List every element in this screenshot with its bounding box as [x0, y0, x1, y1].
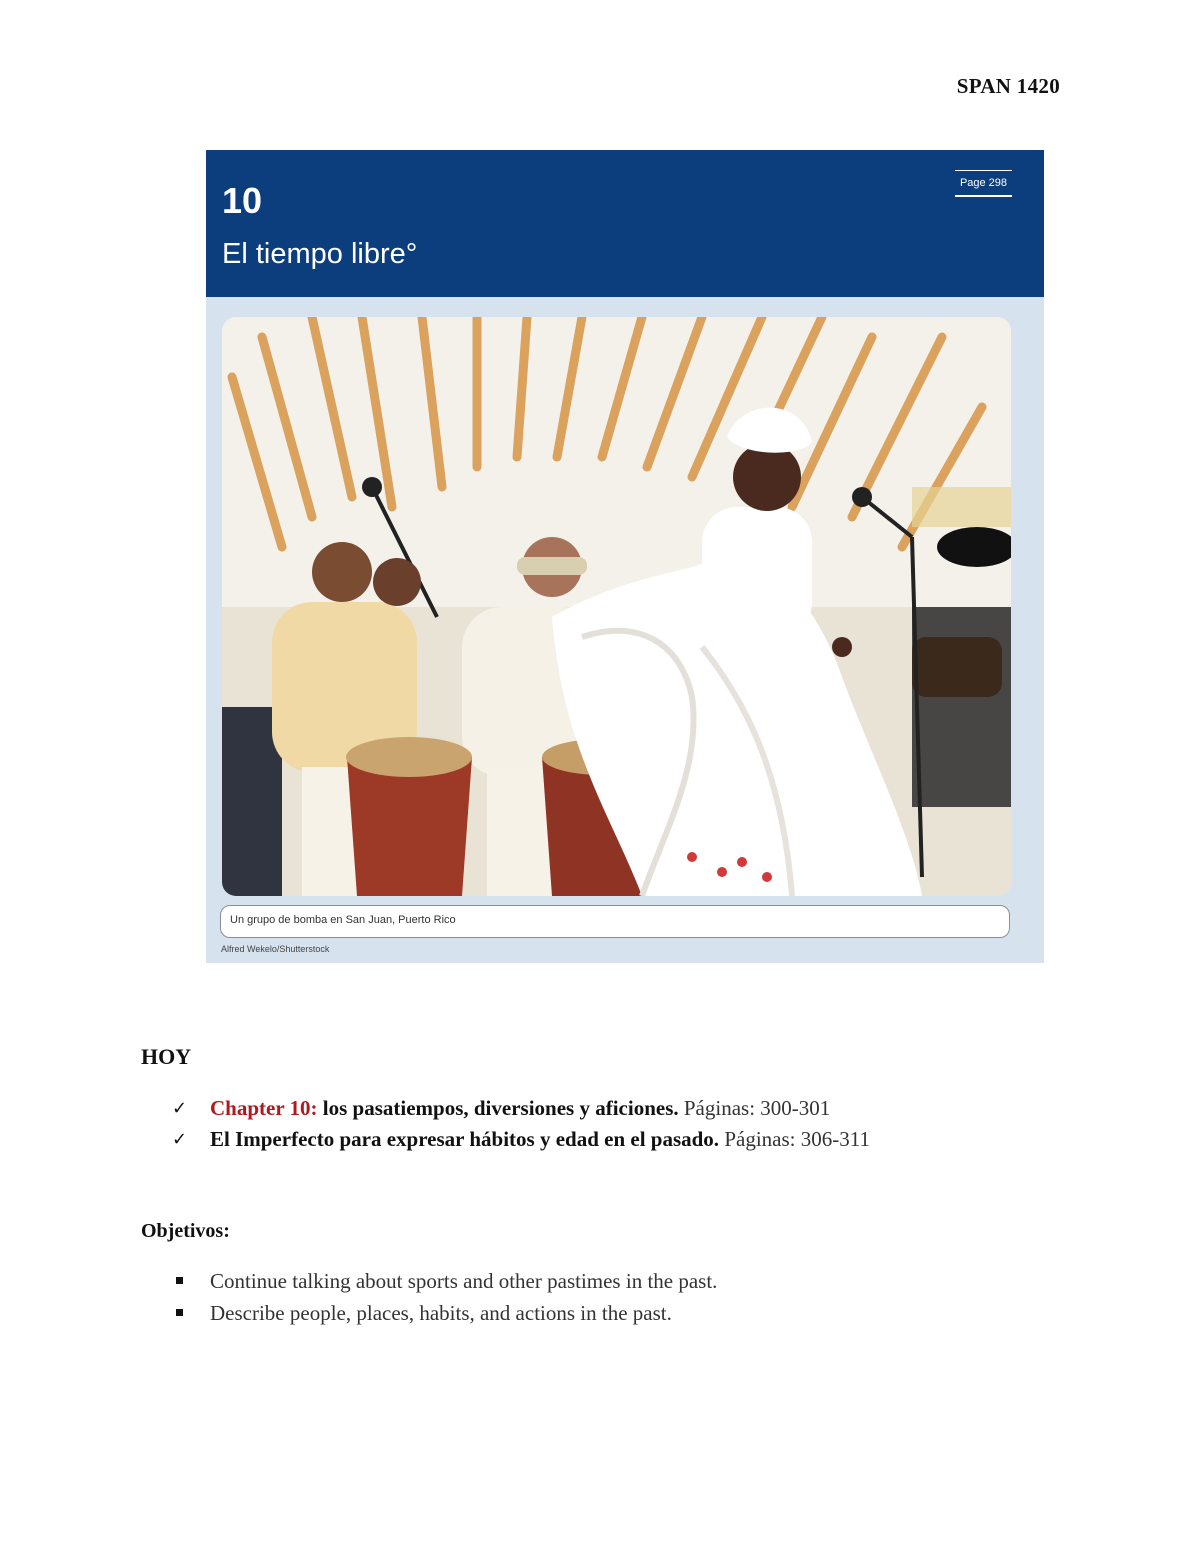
chapter-banner: [206, 150, 1044, 297]
objective-item: [172, 1265, 717, 1297]
photo-caption: Un grupo de bomba en San Juan, Puerto Rico: [230, 914, 456, 926]
topic-text: los pasatiempos, diversiones y aficiones.: [317, 1096, 679, 1120]
photo-credit: Alfred Wekelo/Shutterstock: [221, 944, 330, 954]
hoy-item: [172, 1124, 870, 1155]
topic-text: El Imperfecto para expresar hábitos y edad en el pasado.: [210, 1127, 720, 1151]
checkmark-icon: ✓: [172, 1098, 188, 1119]
hoy-item: [172, 1093, 870, 1124]
objective-item: [172, 1297, 717, 1329]
page-reference: Page 298: [955, 170, 1012, 197]
objective-text: Describe people, places, habits, and actions in the past.: [210, 1301, 672, 1325]
checkmark-icon: ✓: [172, 1129, 188, 1150]
pages-text: Páginas: 306-311: [719, 1127, 870, 1151]
square-bullet-icon: [176, 1277, 183, 1284]
pages-text: Páginas: 300-301: [678, 1096, 831, 1120]
chapter-opener-card: [206, 150, 1044, 963]
hoy-heading: HOY: [141, 1044, 192, 1069]
photo-caption-box: [220, 905, 1010, 938]
chapter-title: El tiempo libre°: [222, 238, 418, 270]
hoy-list: [172, 1093, 870, 1155]
square-bullet-icon: [176, 1309, 183, 1316]
course-code: SPAN 1420: [956, 74, 1060, 98]
chapter-number: 10: [222, 180, 263, 221]
objetivos-list: [172, 1265, 717, 1329]
objetivos-heading: Objetivos:: [141, 1220, 230, 1242]
objective-text: Continue talking about sports and other pastimes in the past.: [210, 1269, 718, 1293]
chapter-label: Chapter 10:: [210, 1096, 318, 1120]
chapter-photo: [222, 317, 1011, 896]
